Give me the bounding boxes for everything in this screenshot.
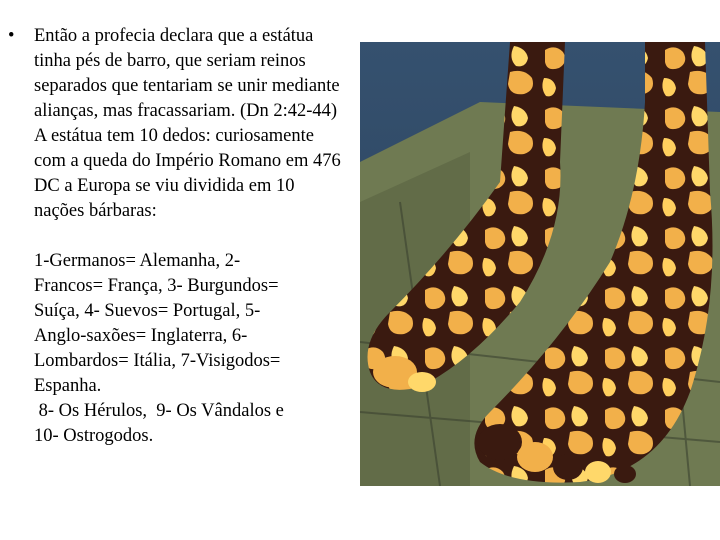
statue-feet-photo — [360, 42, 720, 486]
list-line: Suíça, 4- Suevos= Portugal, 5- — [34, 301, 261, 321]
list-line: 10- Ostrogodos. — [34, 426, 154, 446]
right-toe — [614, 465, 636, 483]
list-line: 8- Os Hérulos, 9- Os Vândalos e — [34, 401, 284, 421]
paragraph-text: Então a profecia declara que a estátua tinha pés de barro, que seriam reinos separados que tentariam se unir mediante alianças, mas fracassariam. (Dn 2:42-44) A estátua tem 10 dedos: curiosamente com a queda do Império Romano em 476 DC a Europa se viu dividida em 10 nações bárbaras: — [34, 26, 341, 221]
list-line: Lombardos= Itália, 7-Visigodos= — [34, 351, 281, 371]
bullet-dot: • — [8, 26, 15, 46]
right-toe — [585, 461, 611, 483]
slide-text — [6, 24, 346, 449]
statue-feet-illustration — [360, 42, 720, 486]
right-toe — [553, 454, 583, 480]
right-toe — [478, 424, 522, 460]
list-line: 1-Germanos= Alemanha, 2- — [34, 251, 241, 271]
list-line: Espanha. — [34, 376, 102, 396]
left-toe — [408, 372, 436, 392]
bullet-paragraph — [6, 24, 346, 224]
barbarian-nations-list — [6, 249, 346, 449]
paragraph-spacer — [6, 224, 346, 249]
list-line: Francos= França, 3- Burgundos= — [34, 276, 279, 296]
right-toe — [517, 442, 553, 472]
list-line: Anglo-saxões= Inglaterra, 6- — [34, 326, 248, 346]
